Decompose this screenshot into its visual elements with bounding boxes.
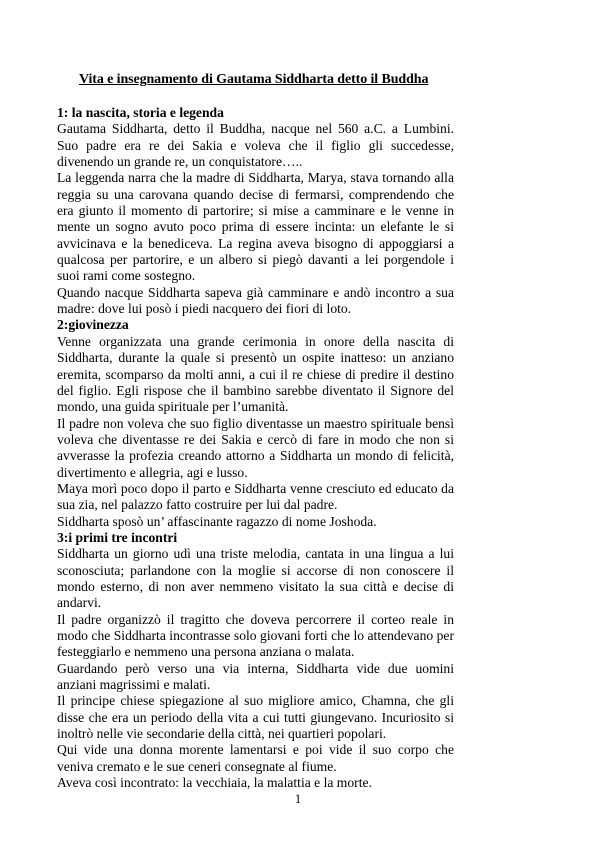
paragraph: Aveva così incontrato: la vecchiaia, la malattia e la morte. bbox=[57, 775, 372, 791]
paragraph: La leggenda narra che la madre di Siddharta, Marya, stava tornando alla reggia su una carovana quando decise di fermarsi, comprendendo che era giunto il momento di partorire; si mise a camminare e le venne in mente un sogno avuto poco prima di essere incinta: un elefante le si avvicinava e la benediceva. La regina aveva bisogno di appoggiarsi a qualcosa per partorire, e un albero si piegò davanti a lei porgendole i suoi rami come sostegno. bbox=[57, 170, 454, 284]
paragraph: Maya morì poco dopo il parto e Siddharta venne cresciuto ed educato da sua zia, nel palazzo fatto costruire per lui dal padre. bbox=[57, 480, 454, 513]
paragraph: Guardando però verso una via interna, Siddharta vide due uomini anziani magrissimi e malati. bbox=[57, 660, 454, 693]
document-page bbox=[57, 71, 454, 791]
document-title: Vita e insegnamento di Gautama Siddharta detto il Buddha bbox=[79, 72, 429, 87]
section-heading: 3:i primi tre incontri bbox=[57, 529, 178, 545]
page-number: 1 bbox=[294, 792, 302, 806]
paragraph: Siddharta sposò un’ affascinante ragazzo di nome Joshoda. bbox=[57, 513, 377, 529]
paragraph: Siddharta un giorno udì una triste melodia, cantata in una lingua a lui sconosciuta; parlandone con la moglie si accorse di non conoscere il mondo esterno, di non aver nemmeno visitato la sua città e decise di andarvi. bbox=[57, 546, 454, 611]
paragraph: Venne organizzata una grande cerimonia in onore della nascita di Siddharta, durante la quale si presentò un ospite inatteso: un anziano eremita, scomparso da molti anni, a cui il re chiese di predire il destino del figlio. Egli rispose che il bambino sarebbe diventato il Signore del mondo, una guida spirituale per l’umanità. bbox=[57, 333, 454, 415]
document-body bbox=[57, 105, 454, 791]
section-heading: 2:giovinezza bbox=[57, 317, 129, 333]
paragraph: Qui vide una donna morente lamentarsi e poi vide il suo corpo che veniva cremato e le sue ceneri consegnate al fiume. bbox=[57, 742, 454, 774]
paragraph: Il principe chiese spiegazione al suo migliore amico, Chamna, che gli disse che era un periodo della vita a cui tutti giungevano. Incuriosito si inoltrò nelle vie secondarie della città, nei quartieri popolari. bbox=[57, 693, 454, 742]
paragraph: Il padre non voleva che suo figlio diventasse un maestro spirituale bensì voleva che diventasse re dei Sakia e cercò di fare in modo che non si avverasse la profezia creando attorno a Siddharta un mondo di felicità, divertimento e allegria, agi e lusso. bbox=[57, 415, 454, 480]
paragraph: Quando nacque Siddharta sapeva già camminare e andò incontro a sua madre: dove lui posò i piedi nacquero dei fiori di loto. bbox=[57, 284, 454, 317]
paragraph: Gautama Siddharta, detto il Buddha, nacque nel 560 a.C. a Lumbini. Suo padre era re dei Sakia e voleva che il figlio gli succedesse, divenendo un grande re, un conquistatore….. bbox=[57, 121, 454, 170]
section-heading: 1: la nascita, storia e legenda bbox=[57, 105, 224, 120]
paragraph: Il padre organizzò il tragitto che doveva percorrere il corteo reale in modo che Siddharta incontrasse solo giovani forti che lo attendevano per festeggiarlo e nemmeno una persona anziana o malata. bbox=[57, 611, 454, 660]
